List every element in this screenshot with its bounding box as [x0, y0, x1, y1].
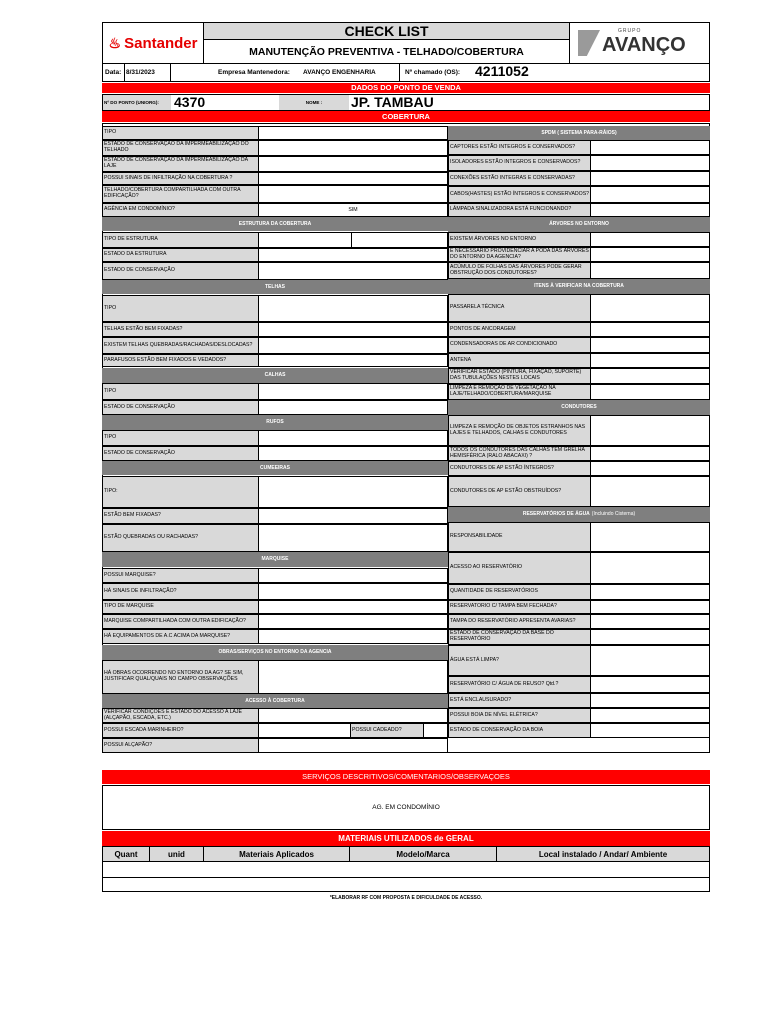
left-section-title: TELHAS	[102, 280, 448, 294]
ponto-num-label: Nº DO PONTO (UNIORG):	[103, 95, 171, 110]
checklist-value[interactable]	[258, 660, 448, 694]
checklist-value[interactable]	[590, 708, 710, 723]
left-section-title: ESTRUTURA DA COBERTURA	[102, 217, 448, 231]
checklist-label: EXISTEM ÁRVORES NO ENTORNO	[448, 232, 591, 247]
right-section-title: ÁRVORES NO ENTORNO	[448, 217, 710, 232]
checklist-label: ESTÁ ENCLAUSURADO?	[448, 693, 591, 708]
header-vline-3	[399, 64, 400, 82]
materiais-col-quant: Quant	[102, 846, 150, 862]
checklist-value[interactable]	[590, 186, 710, 203]
checklist-label: TELHADO/COBERTURA COMPARTILHADA COM OUTRA EDIFICAÇÃO?	[102, 185, 259, 203]
checklist-label: QUANTIDADE DE RESERVATÓRIOS	[448, 584, 591, 600]
checklist-value[interactable]	[258, 295, 448, 322]
checklist-label: ESTÃO QUEBRADAS OU RACHADAS?	[102, 524, 259, 552]
checklist-value[interactable]	[590, 203, 710, 217]
company-label: Empresa Mantenedora:	[218, 69, 290, 77]
checklist-label: PARAFUSOS ESTÃO BEM FIXADOS E VEDADOS?	[102, 354, 259, 367]
checklist-value[interactable]	[258, 723, 351, 738]
checklist-value[interactable]	[258, 126, 448, 140]
materiais-row-line	[102, 877, 710, 878]
checklist-value[interactable]	[258, 524, 448, 552]
checklist-label: ESTÃO BEM FIXADAS?	[102, 508, 259, 524]
checklist-value[interactable]	[590, 693, 710, 708]
company-value: AVANÇO ENGENHARIA	[303, 69, 376, 77]
checklist-label: HÁ OBRAS OCORRENDO NO ENTORNO DA AG? SE SIM, JUSTIFICAR QUAL/QUAIS NO CAMPO OBSERVAÇÕES	[102, 660, 259, 694]
cobertura-title: COBERTURA	[102, 111, 710, 122]
checklist-label: CONDUTORES DE AP ESTÃO OBSTRUÍDOS?	[448, 476, 591, 507]
checklist-value[interactable]	[590, 629, 710, 645]
servicos-title: SERVIÇOS DESCRITIVOS/COMENTARIOS/OBSERVAÇOES	[102, 770, 710, 784]
checklist-label: CAPTORES ESTÃO INTEGROS E CONSERVADOS?	[448, 140, 591, 155]
checklist-label: CONEXÕES ESTÃO INTEGRAS E CONSERVADAS?	[448, 171, 591, 186]
header-vline-2	[170, 64, 171, 82]
checklist-label: TODOS OS CONDUTORES DAS CALHAS TEM GRELHA HEMISFÉRICA (RALO ABACAXI) ?	[448, 446, 591, 461]
checklist-label: ÁGUA ESTÁ LIMPA?	[448, 645, 591, 676]
checklist-value[interactable]	[590, 337, 710, 353]
checklist-value[interactable]	[258, 583, 448, 600]
os-label: Nº chamado (OS):	[405, 69, 461, 77]
checklist-label: ESTADO DE CONSERVAÇÃO DA BASE DO RESERVATÓRIO	[448, 629, 591, 645]
checklist-value[interactable]: SIM	[258, 203, 448, 217]
checklist-value[interactable]	[258, 337, 448, 354]
checklist-value[interactable]	[258, 476, 448, 508]
checklist-label: CONDENSADORAS DE AR CONDICIONADO	[448, 337, 591, 353]
checklist-value[interactable]	[258, 140, 448, 156]
checklist-label: ISOLADORES ESTÃO INTEGROS E CONSERVADOS?	[448, 155, 591, 171]
checklist-label: AGÊNCIA EM CONDOMÍNIO?	[102, 203, 259, 217]
checklist-value[interactable]	[590, 723, 710, 738]
os-value: 4211052	[475, 63, 529, 80]
checklist-label: É NECESSÁRIO PROVIDENCIAR A PODA DAS ÁRVORES DO ENTORNO DA AGENCIA?	[448, 247, 591, 262]
checklist-label: TIPO DE MARQUISE	[102, 600, 259, 614]
checklist-label: RESERVATORIO C/ TAMPA BEM FECHADA?	[448, 600, 591, 614]
header-divider-left	[203, 22, 204, 64]
ponto-nome-value: JP. TAMBAU	[351, 94, 434, 110]
checklist-label: TIPO	[102, 126, 259, 140]
servicos-text[interactable]: AG. EM CONDOMÍNIO	[102, 785, 710, 830]
date-label: Data:	[105, 69, 122, 77]
left-section-title: RUFOS	[102, 415, 448, 430]
checklist-value[interactable]	[590, 614, 710, 629]
footer-note: *ELABORAR RF COM PROPOSTA E DIFICULDADE DE ACESSO.	[329, 895, 483, 901]
checklist-label: POSSUI MARQUISE?	[102, 568, 259, 583]
checklist-value[interactable]	[258, 172, 448, 185]
right-section-title: SPDM ( SISTEMA PARA-RÁIOS)	[448, 126, 710, 140]
checklist-label: POSSUI BOIA DE NÍVEL ELÉTRICA?	[448, 708, 591, 723]
checklist-label: PONTOS DE ANCORAGEM	[448, 322, 591, 337]
checklist-label: CABOS(HASTES) ESTÃO ÍNTEGROS E CONSERVADOS?	[448, 186, 591, 203]
checklist-label: POSSUI ALÇAPÃO?	[102, 738, 259, 753]
santander-logo: ♨ Santander	[108, 34, 198, 52]
checklist-value[interactable]	[590, 171, 710, 186]
right-section-title: ITENS À VERIFICAR NA COBERTURA	[448, 279, 710, 294]
checklist-label: TIPO	[102, 430, 259, 446]
checklist-value[interactable]	[590, 415, 710, 446]
materiais-col-aplicados: Materiais Aplicados	[203, 846, 350, 862]
checklist-label: TIPO	[102, 383, 259, 400]
checklist-value[interactable]	[258, 568, 448, 583]
ponto-section-title: DADOS DO PONTO DE VENDA	[102, 83, 710, 93]
checklist-value[interactable]	[590, 262, 710, 279]
left-section-title: MARQUISE	[102, 552, 448, 567]
header-hline	[102, 63, 710, 64]
checklist-label: VERIFICAR CONDIÇÕES E ESTADO DO ACESSO A LAJE (ALÇAPÃO, ESCADA, ETC.)	[102, 708, 259, 723]
checklist-value[interactable]	[258, 600, 448, 614]
checklist-label: EXISTEM TELHAS QUEBRADAS/RACHADAS/DESLOCADAS?	[102, 337, 259, 354]
materiais-col-unid: unid	[149, 846, 204, 862]
checklist-label: LIMPEZA E REMOÇÃO DE OBJETOS ESTRANHOS NAS LAJES E TELHADOS, CALHAS E CONDUTORES	[448, 415, 591, 446]
checklist-label: TAMPA DO RESERVATÓRIO APRESENTA AVARIAS?	[448, 614, 591, 629]
page-subtitle: MANUTENÇÃO PREVENTIVA - TELHADO/COBERTURA	[249, 45, 524, 58]
checklist-label: LÂMPADA SINALIZADORA ESTÁ FUNCIONANDO?	[448, 203, 591, 217]
checklist-value[interactable]	[258, 383, 448, 400]
checklist-value[interactable]	[258, 629, 448, 644]
checklist-value[interactable]	[590, 232, 710, 247]
checklist-label: ANTENA	[448, 353, 591, 368]
checklist-value[interactable]	[590, 247, 710, 262]
checklist-value[interactable]	[258, 156, 448, 172]
flame-icon: ♨	[108, 34, 122, 51]
checklist-value[interactable]	[590, 645, 710, 676]
checklist-value[interactable]	[590, 368, 710, 384]
checklist-label: ESTADO DE CONSERVAÇÃO DA IMPERMEABILIZAÇÃO DO TELHADO	[102, 140, 259, 156]
cadeado-label: POSSUI CADEADO?	[350, 723, 424, 738]
estrutura-extra-cell[interactable]	[351, 232, 448, 248]
page-title: CHECK LIST	[204, 23, 569, 40]
checklist-value[interactable]	[590, 522, 710, 552]
checklist-value[interactable]	[258, 614, 448, 629]
checklist-value[interactable]	[258, 248, 448, 262]
checklist-value[interactable]	[258, 430, 448, 446]
header-divider-right	[569, 22, 570, 64]
left-section-title: OBRAS/SERVIÇOS NO ENTORNO DA AGENCIA	[102, 645, 448, 660]
checklist-label: HÁ SINAIS DE INFILTRAÇÃO?	[102, 583, 259, 600]
checklist-value[interactable]	[590, 600, 710, 614]
left-section-title: CALHAS	[102, 368, 448, 383]
checklist-value[interactable]	[590, 353, 710, 368]
checklist-value[interactable]	[258, 446, 448, 461]
checklist-value[interactable]	[258, 708, 448, 723]
checklist-label: TIPO:	[102, 476, 259, 508]
checklist-value[interactable]	[258, 322, 448, 337]
checklist-value[interactable]	[590, 584, 710, 600]
avanco-mark-icon	[578, 30, 600, 56]
checklist-value[interactable]	[590, 446, 710, 461]
checklist-value[interactable]	[258, 738, 448, 753]
checklist-label: LIMPEZA E REMOÇÃO DE VEGETAÇÃO NA LAJE/TELHADO/COBERTURA/MARQUISE	[448, 384, 591, 400]
checklist-label: POSSUI ESCADA MARINHEIRO?	[102, 723, 259, 738]
checklist-value[interactable]	[258, 400, 448, 415]
checklist-value[interactable]	[258, 185, 448, 203]
materiais-col-local: Local instalado / Andar/ Ambiente	[496, 846, 710, 862]
checklist-label: POSSUI SINAIS DE INFILTRAÇÃO NA COBERTURA ?	[102, 172, 259, 185]
checklist-label: ESTADO DE CONSERVAÇÃO	[102, 262, 259, 280]
checklist-value[interactable]	[590, 155, 710, 171]
checklist-value[interactable]	[258, 354, 448, 367]
checklist-label: ACESSO AO RESERVATÓRIO	[448, 552, 591, 584]
checklist-label: ESTADO DE CONSERVAÇÃO	[102, 446, 259, 461]
left-section-title: CUMEEIRAS	[102, 461, 448, 475]
right-section-title: CONDUTORES	[448, 400, 710, 415]
checklist-label: MARQUISE COMPARTILHADA COM OUTRA EDIFICAÇÃO?	[102, 614, 259, 629]
checklist-label: HÁ EQUIPAMENTOS DE A.C ACIMA DA MARQUISE?	[102, 629, 259, 644]
checklist-value[interactable]	[590, 552, 710, 584]
checklist-label: CONDUTORES DE AP ESTÃO ÍNTEGROS?	[448, 461, 591, 476]
checklist-value[interactable]	[258, 508, 448, 524]
cadeado-value[interactable]	[423, 723, 448, 738]
checklist-value[interactable]	[590, 140, 710, 155]
ponto-num-value: 4370	[174, 94, 206, 110]
checklist-value[interactable]	[590, 676, 710, 693]
checklist-value[interactable]	[590, 476, 710, 507]
date-value: 8/31/2023	[126, 69, 155, 77]
checklist-value[interactable]	[258, 262, 448, 280]
materiais-col-modelo: Modelo/Marca	[349, 846, 497, 862]
avanco-logo: GRUPO AVANÇO	[578, 28, 700, 60]
checklist-label: TIPO DE ESTRUTURA	[102, 232, 259, 248]
checklist-label: ACÚMULO DE FOLHAS DAS ÁRVORES PODE GERAR OBSTRUÇÃO DOS CONDUTORES?	[448, 262, 591, 279]
checklist-value[interactable]	[590, 461, 710, 476]
ponto-nome-label: NOME :	[279, 95, 349, 110]
checklist-label: PASSARELA TÉCNICA	[448, 294, 591, 322]
checklist-label: ESTADO DE CONSERVAÇÃO	[102, 400, 259, 415]
checklist-label: ESTADO DE CONSERVAÇÃO DA IMPERMEABILIZAÇÃO DA LAJE	[102, 156, 259, 172]
checklist-label: ESTADO DE CONSERVAÇÃO DA BOIA	[448, 723, 591, 738]
header-vline-1	[124, 64, 125, 82]
checklist-label: RESERVATÓRIO C/ ÁGUA DE REUSO? Qtd.?	[448, 676, 591, 693]
checklist-value[interactable]	[590, 384, 710, 400]
checklist-label: TIPO	[102, 295, 259, 322]
checklist-value[interactable]	[590, 322, 710, 337]
checklist-label: RESPONSABILIDADE	[448, 522, 591, 552]
checklist-value[interactable]	[590, 294, 710, 322]
left-section-title: ACESSO À COBERTURA	[102, 694, 448, 708]
right-section-title: RESERVATÓRIOS DE ÁGUA (Incluindo Cisterna)	[448, 507, 710, 522]
checklist-label: TELHAS ESTÃO BEM FIXADAS?	[102, 322, 259, 337]
checklist-label: ESTADO DA ESTRUTURA	[102, 248, 259, 262]
checklist-label: VERIFICAR ESTADO (PINTURA, FIXAÇÃO, SUPORTE) DAS TUBULAÇÕES NESTES LOCAIS	[448, 368, 591, 384]
materiais-title: MATERIAIS UTILIZADOS de GERAL	[102, 831, 710, 846]
